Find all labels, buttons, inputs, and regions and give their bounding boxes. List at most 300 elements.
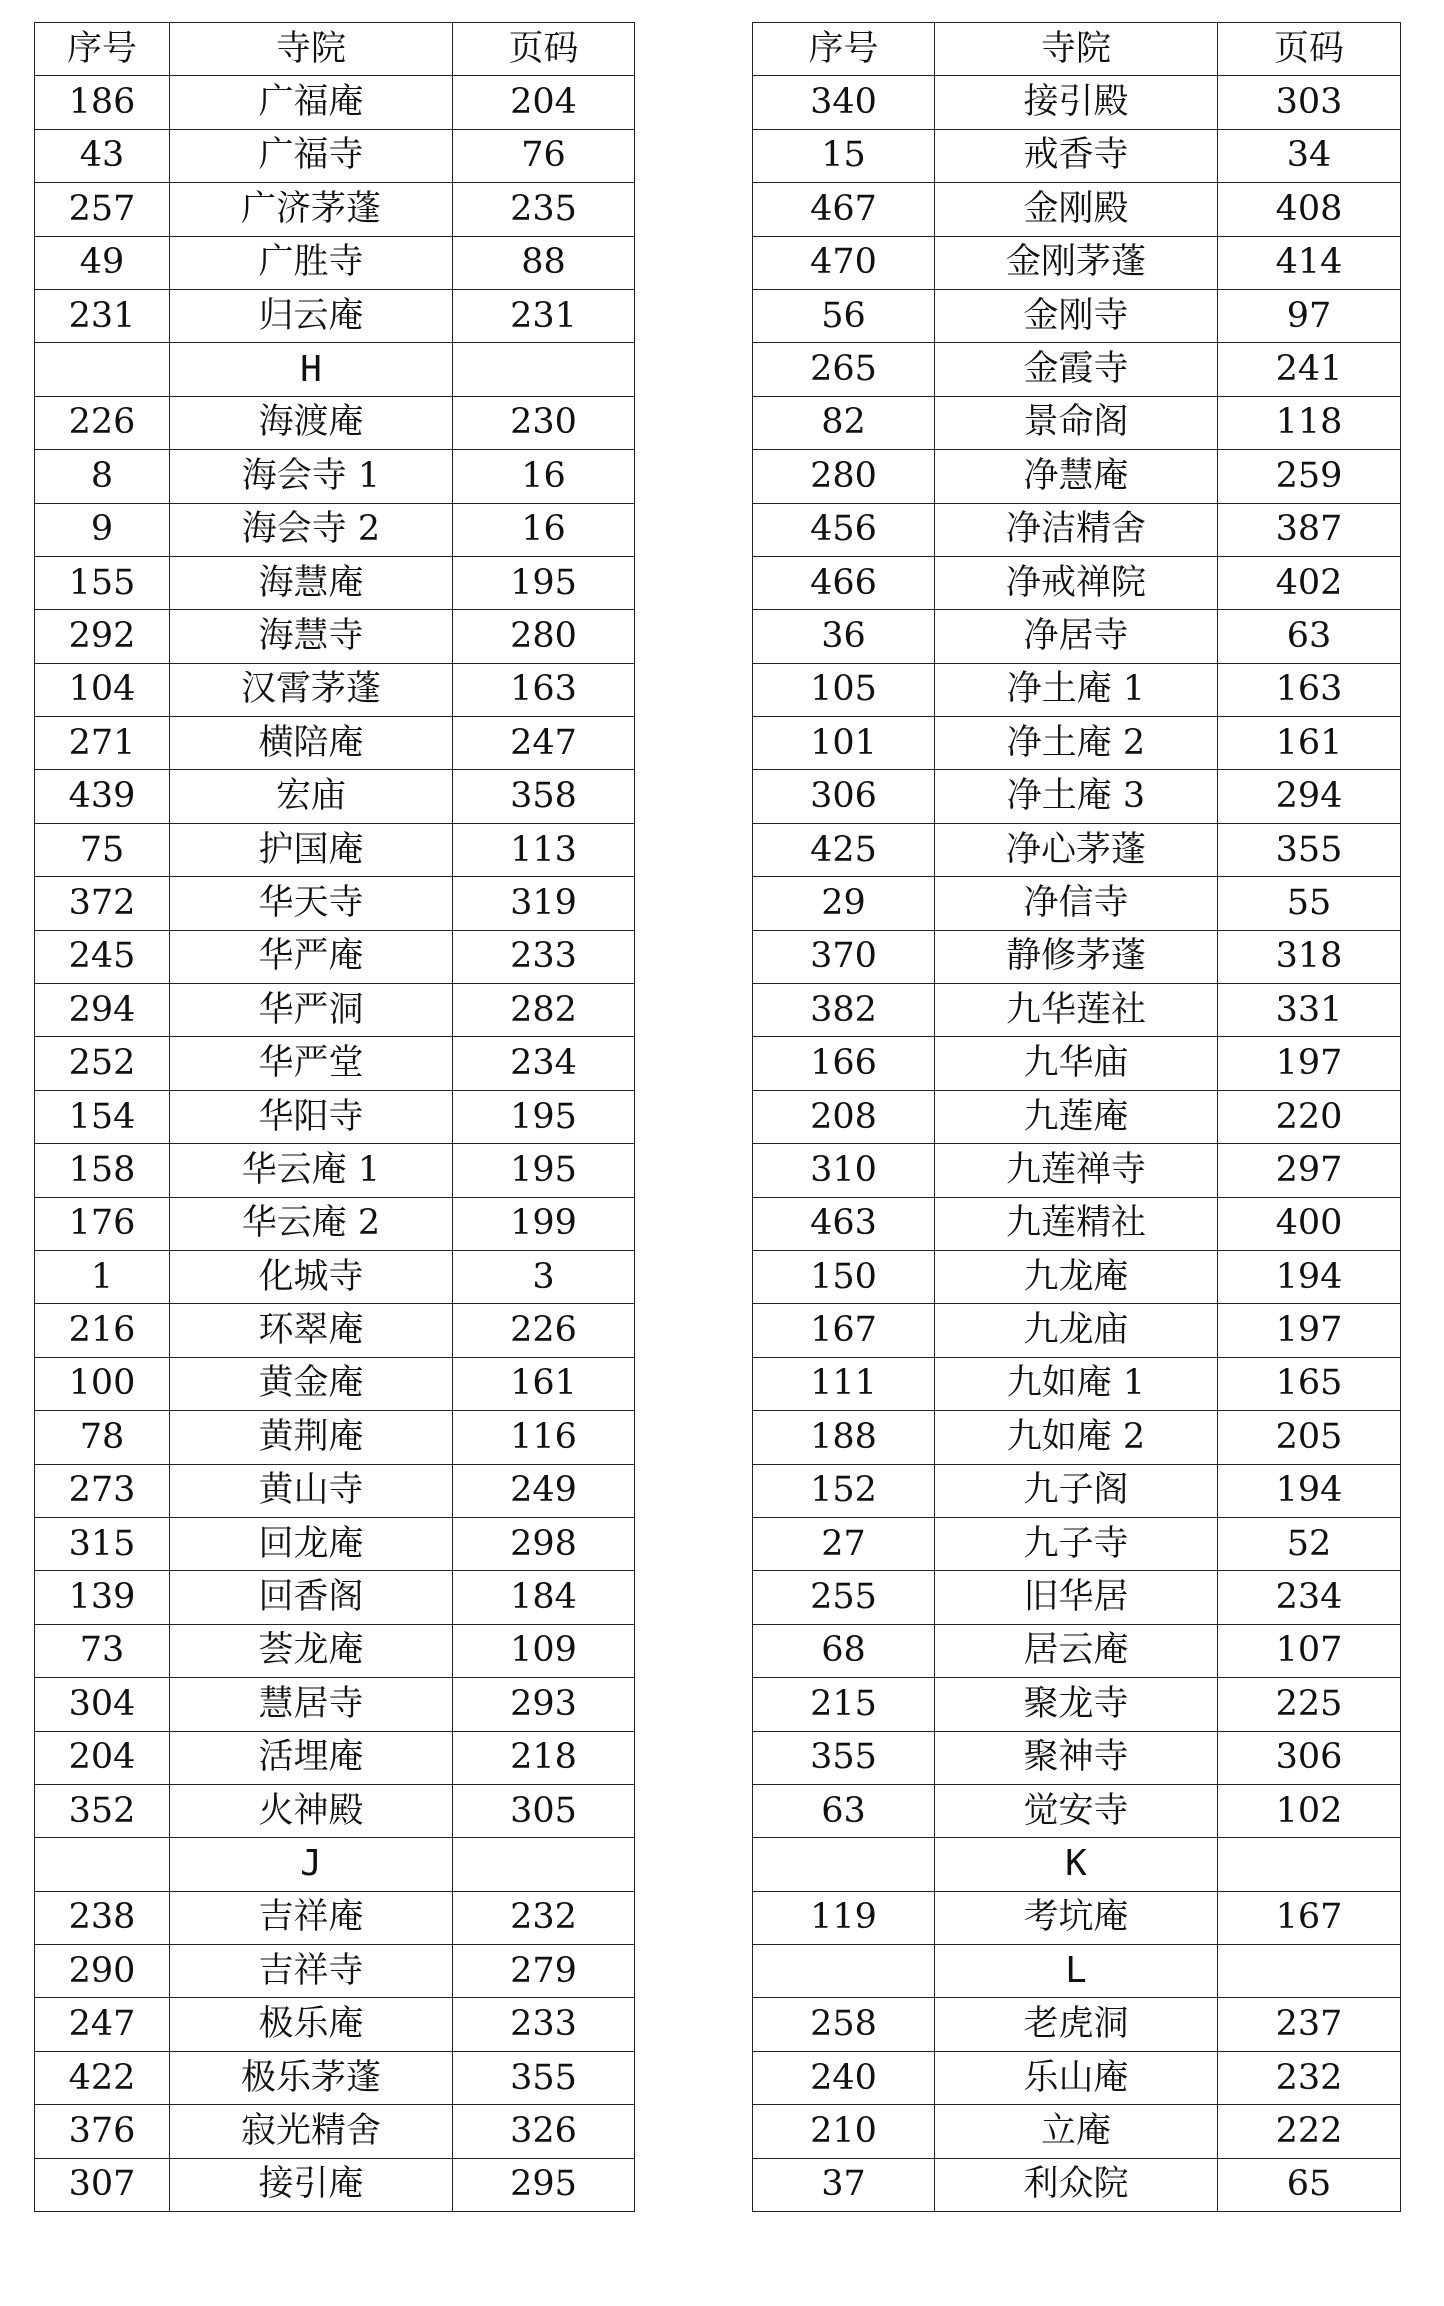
cell-number: 307: [35, 2158, 170, 2211]
table-row: [753, 1357, 1401, 1410]
cell-number: 167: [753, 1304, 935, 1357]
cell-number: 425: [753, 823, 935, 876]
table-row: [753, 823, 1401, 876]
cell-number: 105: [753, 663, 935, 716]
cell-number: 265: [753, 343, 935, 396]
table-row: [35, 663, 635, 716]
table-row: [753, 1090, 1401, 1143]
cell-page-number: 402: [1218, 556, 1401, 609]
cell-temple-name: 九莲禅寺: [935, 1144, 1218, 1197]
cell-temple-name: 海慧寺: [170, 610, 453, 663]
cell-number: 154: [35, 1090, 170, 1143]
cell-temple-name: 九子寺: [935, 1517, 1218, 1570]
table-row: [35, 450, 635, 503]
cell-temple-name: 宏庙: [170, 770, 453, 823]
cell-temple-name: 九龙庙: [935, 1304, 1218, 1357]
cell-page-number: 231: [453, 289, 635, 342]
cell-number: 139: [35, 1571, 170, 1624]
cell-temple-name: 华严洞: [170, 984, 453, 1037]
cell-page-number: 305: [453, 1784, 635, 1837]
cell-number: 150: [753, 1250, 935, 1303]
cell-number: 56: [753, 289, 935, 342]
cell-page-number: 184: [453, 1571, 635, 1624]
table-row: [753, 1464, 1401, 1517]
cell-page-number: 306: [1218, 1731, 1401, 1784]
cell-number: [753, 1945, 935, 1998]
cell-number: 231: [35, 289, 170, 342]
cell-temple-name: 广济茅蓬: [170, 183, 453, 236]
table-row: [753, 1678, 1401, 1731]
table-row: [35, 1678, 635, 1731]
table-row: [35, 396, 635, 449]
cell-temple-name: 净心茅蓬: [935, 823, 1218, 876]
header-page: 页码: [1218, 23, 1401, 76]
cell-number: 100: [35, 1357, 170, 1410]
cell-temple-name: 九如庵 2: [935, 1411, 1218, 1464]
cell-number: 439: [35, 770, 170, 823]
cell-page-number: 293: [453, 1678, 635, 1731]
table-row: [35, 1945, 635, 1998]
cell-page-number: 319: [453, 877, 635, 930]
cell-page-number: 195: [453, 1144, 635, 1197]
cell-number: 111: [753, 1357, 935, 1410]
cell-temple-name: 老虎洞: [935, 1998, 1218, 2051]
cell-number: 15: [753, 129, 935, 182]
cell-number: 245: [35, 930, 170, 983]
cell-page-number: 318: [1218, 930, 1401, 983]
cell-number: 382: [753, 984, 935, 1037]
table-row: [753, 556, 1401, 609]
table-row: [753, 1304, 1401, 1357]
cell-temple-name: 回香阁: [170, 1571, 453, 1624]
letter-section-row: [35, 1838, 635, 1891]
section-letter: L: [935, 1945, 1218, 1998]
table-row: [753, 1037, 1401, 1090]
cell-number: 73: [35, 1624, 170, 1677]
cell-page-number: 204: [453, 76, 635, 129]
table-row: [753, 1998, 1401, 2051]
temple-index-table-right: [752, 22, 1401, 2212]
table-row: [35, 717, 635, 770]
cell-temple-name: 寂光精舍: [170, 2105, 453, 2158]
cell-temple-name: 净洁精舍: [935, 503, 1218, 556]
cell-number: [753, 1838, 935, 1891]
cell-number: 315: [35, 1517, 170, 1570]
cell-temple-name: 居云庵: [935, 1624, 1218, 1677]
table-row: [35, 129, 635, 182]
cell-page-number: 195: [453, 1090, 635, 1143]
table-row: [753, 717, 1401, 770]
cell-temple-name: 广胜寺: [170, 236, 453, 289]
cell-temple-name: 华云庵 1: [170, 1144, 453, 1197]
cell-number: 247: [35, 1998, 170, 2051]
table-row: [35, 1517, 635, 1570]
cell-page-number: [453, 1838, 635, 1891]
table-row: [35, 1571, 635, 1624]
table-row: [35, 770, 635, 823]
cell-page-number: 326: [453, 2105, 635, 2158]
cell-number: 292: [35, 610, 170, 663]
temple-index-table-left: [34, 22, 635, 2212]
cell-number: 238: [35, 1891, 170, 1944]
header-number: 序号: [35, 23, 170, 76]
cell-temple-name: 戒香寺: [935, 129, 1218, 182]
cell-temple-name: 九龙庵: [935, 1250, 1218, 1303]
table-row: [35, 76, 635, 129]
cell-number: 255: [753, 1571, 935, 1624]
table-row: [35, 2105, 635, 2158]
cell-number: [35, 1838, 170, 1891]
table-row: [753, 1571, 1401, 1624]
cell-temple-name: 金刚茅蓬: [935, 236, 1218, 289]
cell-temple-name: 活埋庵: [170, 1731, 453, 1784]
cell-temple-name: 荟龙庵: [170, 1624, 453, 1677]
table-row: [753, 289, 1401, 342]
cell-page-number: 400: [1218, 1197, 1401, 1250]
table-row: [35, 183, 635, 236]
table-row: [753, 984, 1401, 1037]
cell-temple-name: 海渡庵: [170, 396, 453, 449]
cell-number: 226: [35, 396, 170, 449]
cell-page-number: 88: [453, 236, 635, 289]
cell-number: 158: [35, 1144, 170, 1197]
cell-page-number: 355: [453, 2051, 635, 2104]
cell-temple-name: 海会寺 1: [170, 450, 453, 503]
cell-number: 304: [35, 1678, 170, 1731]
section-letter: J: [170, 1838, 453, 1891]
cell-number: [35, 343, 170, 396]
cell-temple-name: 净慧庵: [935, 450, 1218, 503]
cell-temple-name: 慧居寺: [170, 1678, 453, 1731]
cell-temple-name: 黄山寺: [170, 1464, 453, 1517]
cell-page-number: 34: [1218, 129, 1401, 182]
cell-number: 82: [753, 396, 935, 449]
cell-page-number: 197: [1218, 1304, 1401, 1357]
table-row: [753, 1784, 1401, 1837]
table-row: [753, 1891, 1401, 1944]
cell-page-number: 303: [1218, 76, 1401, 129]
cell-page-number: 297: [1218, 1144, 1401, 1197]
cell-temple-name: 九华莲社: [935, 984, 1218, 1037]
cell-temple-name: 九子阁: [935, 1464, 1218, 1517]
cell-page-number: 165: [1218, 1357, 1401, 1410]
table-row: [753, 1250, 1401, 1303]
cell-temple-name: 接引庵: [170, 2158, 453, 2211]
cell-page-number: 222: [1218, 2105, 1401, 2158]
cell-number: 215: [753, 1678, 935, 1731]
cell-page-number: 298: [453, 1517, 635, 1570]
table-row: [35, 610, 635, 663]
cell-temple-name: 金刚寺: [935, 289, 1218, 342]
cell-temple-name: 广福寺: [170, 129, 453, 182]
cell-page-number: 282: [453, 984, 635, 1037]
cell-temple-name: 净戒禅院: [935, 556, 1218, 609]
cell-page-number: 107: [1218, 1624, 1401, 1677]
table-row: [753, 1144, 1401, 1197]
cell-temple-name: 华严庵: [170, 930, 453, 983]
table-row: [753, 770, 1401, 823]
table-row: [753, 2105, 1401, 2158]
cell-temple-name: 横陪庵: [170, 717, 453, 770]
table-row: [753, 930, 1401, 983]
cell-temple-name: 九莲庵: [935, 1090, 1218, 1143]
table-row: [35, 236, 635, 289]
table-row: [35, 1464, 635, 1517]
header-temple: 寺院: [935, 23, 1218, 76]
cell-number: 422: [35, 2051, 170, 2104]
cell-page-number: 16: [453, 450, 635, 503]
cell-temple-name: 净居寺: [935, 610, 1218, 663]
cell-temple-name: 广福庵: [170, 76, 453, 129]
section-letter: H: [170, 343, 453, 396]
cell-temple-name: 回龙庵: [170, 1517, 453, 1570]
table-row: [35, 823, 635, 876]
cell-page-number: 249: [453, 1464, 635, 1517]
table-row: [35, 877, 635, 930]
table-row: [753, 1197, 1401, 1250]
cell-page-number: 197: [1218, 1037, 1401, 1090]
cell-temple-name: 觉安寺: [935, 1784, 1218, 1837]
cell-temple-name: 华天寺: [170, 877, 453, 930]
cell-page-number: 163: [1218, 663, 1401, 716]
letter-section-row: [753, 1945, 1401, 1998]
cell-number: 310: [753, 1144, 935, 1197]
cell-page-number: [453, 343, 635, 396]
table-row: [753, 2051, 1401, 2104]
table-row: [35, 2158, 635, 2211]
cell-number: 36: [753, 610, 935, 663]
cell-number: 104: [35, 663, 170, 716]
cell-number: 188: [753, 1411, 935, 1464]
cell-page-number: 218: [453, 1731, 635, 1784]
cell-number: 352: [35, 1784, 170, 1837]
table-row: [35, 1250, 635, 1303]
table-row: [35, 1784, 635, 1837]
cell-page-number: 358: [453, 770, 635, 823]
cell-page-number: 63: [1218, 610, 1401, 663]
cell-page-number: 295: [453, 2158, 635, 2211]
table-row: [35, 1144, 635, 1197]
table-row: [35, 1411, 635, 1464]
table-row: [35, 2051, 635, 2104]
cell-number: 75: [35, 823, 170, 876]
cell-temple-name: 聚龙寺: [935, 1678, 1218, 1731]
cell-temple-name: 吉祥寺: [170, 1945, 453, 1998]
cell-page-number: 194: [1218, 1250, 1401, 1303]
cell-page-number: 195: [453, 556, 635, 609]
cell-number: 294: [35, 984, 170, 1037]
cell-temple-name: 净土庵 1: [935, 663, 1218, 716]
cell-temple-name: 考坑庵: [935, 1891, 1218, 1944]
cell-page-number: 199: [453, 1197, 635, 1250]
cell-number: 8: [35, 450, 170, 503]
table-row: [753, 610, 1401, 663]
section-letter: K: [935, 1838, 1218, 1891]
table-row: [753, 1731, 1401, 1784]
cell-temple-name: 净土庵 2: [935, 717, 1218, 770]
cell-page-number: 247: [453, 717, 635, 770]
table-row: [35, 1037, 635, 1090]
cell-temple-name: 华阳寺: [170, 1090, 453, 1143]
table-row: [753, 1517, 1401, 1570]
cell-temple-name: 华云庵 2: [170, 1197, 453, 1250]
table-row: [35, 930, 635, 983]
cell-page-number: 234: [453, 1037, 635, 1090]
cell-number: 290: [35, 1945, 170, 1998]
cell-page-number: 233: [453, 1998, 635, 2051]
cell-page-number: 230: [453, 396, 635, 449]
cell-number: 119: [753, 1891, 935, 1944]
header-page: 页码: [453, 23, 635, 76]
cell-page-number: 408: [1218, 183, 1401, 236]
cell-page-number: 280: [453, 610, 635, 663]
cell-page-number: 163: [453, 663, 635, 716]
cell-number: 78: [35, 1411, 170, 1464]
cell-page-number: 194: [1218, 1464, 1401, 1517]
cell-number: 306: [753, 770, 935, 823]
cell-temple-name: 旧华居: [935, 1571, 1218, 1624]
cell-page-number: 161: [1218, 717, 1401, 770]
table-row: [753, 396, 1401, 449]
cell-page-number: 232: [453, 1891, 635, 1944]
cell-page-number: 387: [1218, 503, 1401, 556]
cell-temple-name: 金刚殿: [935, 183, 1218, 236]
cell-number: 273: [35, 1464, 170, 1517]
cell-number: 280: [753, 450, 935, 503]
cell-number: 372: [35, 877, 170, 930]
table-header-row: [753, 23, 1401, 76]
cell-page-number: 52: [1218, 1517, 1401, 1570]
cell-number: 258: [753, 1998, 935, 2051]
table-row: [753, 503, 1401, 556]
cell-number: 1: [35, 1250, 170, 1303]
cell-temple-name: 华严堂: [170, 1037, 453, 1090]
cell-temple-name: 环翠庵: [170, 1304, 453, 1357]
cell-page-number: 241: [1218, 343, 1401, 396]
cell-number: 37: [753, 2158, 935, 2211]
cell-number: 101: [753, 717, 935, 770]
cell-page-number: 237: [1218, 1998, 1401, 2051]
cell-number: 470: [753, 236, 935, 289]
cell-temple-name: 火神殿: [170, 1784, 453, 1837]
cell-temple-name: 净信寺: [935, 877, 1218, 930]
cell-page-number: 65: [1218, 2158, 1401, 2211]
cell-page-number: [1218, 1838, 1401, 1891]
cell-number: 9: [35, 503, 170, 556]
cell-page-number: 118: [1218, 396, 1401, 449]
cell-page-number: 55: [1218, 877, 1401, 930]
cell-number: 208: [753, 1090, 935, 1143]
cell-page-number: 235: [453, 183, 635, 236]
letter-section-row: [753, 1838, 1401, 1891]
cell-number: 166: [753, 1037, 935, 1090]
cell-temple-name: 利众院: [935, 2158, 1218, 2211]
cell-number: 63: [753, 1784, 935, 1837]
table-row: [753, 236, 1401, 289]
cell-page-number: 220: [1218, 1090, 1401, 1143]
cell-number: 68: [753, 1624, 935, 1677]
cell-number: 240: [753, 2051, 935, 2104]
table-row: [35, 289, 635, 342]
cell-number: 186: [35, 76, 170, 129]
cell-temple-name: 静修茅蓬: [935, 930, 1218, 983]
cell-page-number: 226: [453, 1304, 635, 1357]
cell-number: 463: [753, 1197, 935, 1250]
cell-number: 27: [753, 1517, 935, 1570]
table-row: [35, 503, 635, 556]
table-row: [753, 877, 1401, 930]
letter-section-row: [35, 343, 635, 396]
cell-number: 252: [35, 1037, 170, 1090]
table-row: [753, 663, 1401, 716]
cell-temple-name: 乐山庵: [935, 2051, 1218, 2104]
cell-temple-name: 海会寺 2: [170, 503, 453, 556]
cell-number: 370: [753, 930, 935, 983]
cell-temple-name: 九华庙: [935, 1037, 1218, 1090]
cell-temple-name: 立庵: [935, 2105, 1218, 2158]
cell-page-number: 225: [1218, 1678, 1401, 1731]
cell-page-number: 97: [1218, 289, 1401, 342]
cell-number: 176: [35, 1197, 170, 1250]
cell-temple-name: 净土庵 3: [935, 770, 1218, 823]
cell-temple-name: 海慧庵: [170, 556, 453, 609]
header-temple: 寺院: [170, 23, 453, 76]
cell-page-number: 102: [1218, 1784, 1401, 1837]
cell-number: 210: [753, 2105, 935, 2158]
table-row: [35, 1304, 635, 1357]
cell-number: 257: [35, 183, 170, 236]
cell-temple-name: 九如庵 1: [935, 1357, 1218, 1410]
cell-temple-name: 景命阁: [935, 396, 1218, 449]
table-row: [35, 1891, 635, 1944]
cell-number: 340: [753, 76, 935, 129]
cell-page-number: 414: [1218, 236, 1401, 289]
table-row: [35, 556, 635, 609]
cell-number: 271: [35, 717, 170, 770]
table-row: [35, 1357, 635, 1410]
table-row: [35, 1197, 635, 1250]
table-row: [753, 183, 1401, 236]
table-row: [35, 1731, 635, 1784]
cell-temple-name: 化城寺: [170, 1250, 453, 1303]
cell-temple-name: 归云庵: [170, 289, 453, 342]
cell-number: 49: [35, 236, 170, 289]
cell-number: 204: [35, 1731, 170, 1784]
cell-number: 216: [35, 1304, 170, 1357]
cell-page-number: 233: [453, 930, 635, 983]
cell-page-number: 234: [1218, 1571, 1401, 1624]
cell-number: 466: [753, 556, 935, 609]
header-number: 序号: [753, 23, 935, 76]
table-row: [753, 343, 1401, 396]
cell-number: 456: [753, 503, 935, 556]
table-row: [35, 1090, 635, 1143]
cell-temple-name: 黄荆庵: [170, 1411, 453, 1464]
cell-temple-name: 吉祥庵: [170, 1891, 453, 1944]
cell-page-number: 3: [453, 1250, 635, 1303]
table-row: [753, 1411, 1401, 1464]
cell-number: 376: [35, 2105, 170, 2158]
cell-page-number: [1218, 1945, 1401, 1998]
cell-number: 152: [753, 1464, 935, 1517]
cell-temple-name: 聚神寺: [935, 1731, 1218, 1784]
cell-page-number: 109: [453, 1624, 635, 1677]
cell-page-number: 116: [453, 1411, 635, 1464]
cell-page-number: 355: [1218, 823, 1401, 876]
table-row: [753, 76, 1401, 129]
cell-page-number: 279: [453, 1945, 635, 1998]
cell-page-number: 16: [453, 503, 635, 556]
